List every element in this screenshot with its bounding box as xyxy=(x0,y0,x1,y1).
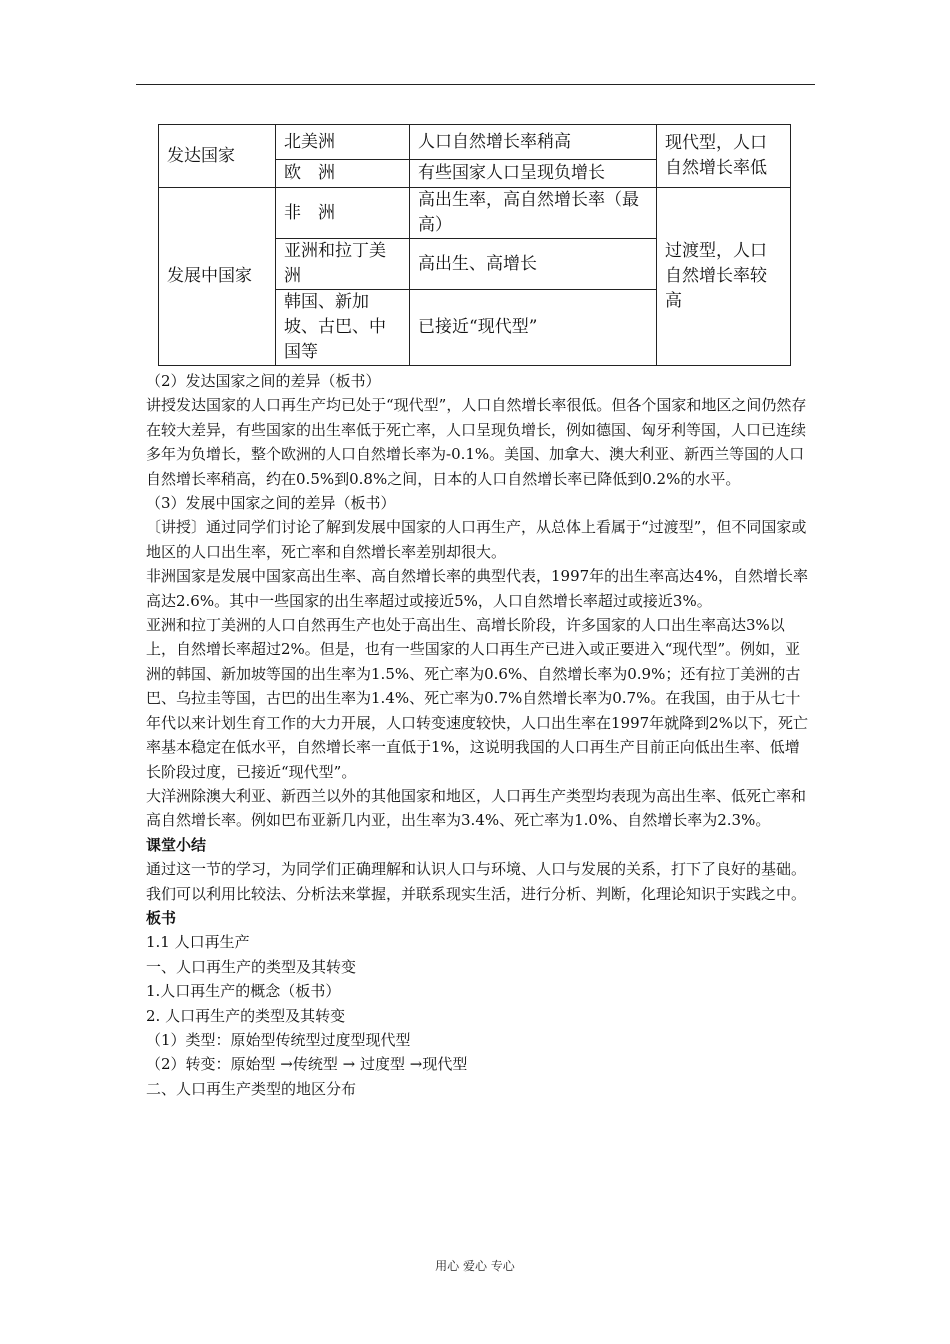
outline-line: 1.人口再生产的概念（板书） xyxy=(146,982,341,1001)
paragraph: 大洋洲除澳大利亚、新西兰以外的其他国家和地区，人口再生产类型均表现为高出生率、低死亡率和高自然增长率。例如巴布亚新几内亚，出生率为3.4%、死亡率为1.0%、自然增长率为2.3%。 xyxy=(146,786,807,830)
table-cell: 过渡型，人口自然增长率较高 xyxy=(657,188,791,366)
paragraph: 讲授发达国家的人口再生产均已处于“现代型”，人口自然增长率很低。但各个国家和地区之间仍然存在较大差异，有些国家的出生率低于死亡率，人口呈现负增长，例如德国、匈牙利等国，人口已连续多年为负增长，整个欧洲的人口自然增长率为-0.1%。美国、加拿大、澳大利亚、新西兰等国的人口自然增长率稍高，约在0.5%到0.8%之间，日本的人口自然增长率已降低到0.2%的水平。 xyxy=(146,396,807,488)
table-row xyxy=(159,125,791,160)
outline-line: （1）类型：原始型传统型过度型现代型 xyxy=(146,1030,411,1049)
table-cell: 已接近“现代型” xyxy=(410,290,657,366)
section-heading-summary: 课堂小结 xyxy=(146,835,207,854)
table-cell: 发达国家 xyxy=(159,125,276,188)
table-cell: 欧 洲 xyxy=(276,160,410,188)
section-heading-board: 板书 xyxy=(146,908,177,927)
table-cell: 北美洲 xyxy=(276,125,410,160)
table-cell: 现代型，人口自然增长率低 xyxy=(657,125,791,188)
table-cell: 高出生率，高自然增长率（最高） xyxy=(410,188,657,239)
subheading: （3）发展中国家之间的差异（板书） xyxy=(146,494,396,513)
table-cell: 非 洲 xyxy=(276,188,410,239)
outline-line: 2. 人口再生产的类型及其转变 xyxy=(146,1006,346,1025)
paragraph: 通过这一节的学习，为同学们正确理解和认识人口与环境、人口与发展的关系，打下了良好的基础。我们可以利用比较法、分析法来掌握，并联系现实生活，进行分析、判断，化理论知识于实践之中。 xyxy=(146,860,807,903)
outline-line: 一、人口再生产的类型及其转变 xyxy=(146,957,357,976)
table-cell: 高出生、高增长 xyxy=(410,239,657,290)
page-footer: 用心 爱心 专心 xyxy=(435,1259,515,1273)
subheading: （2）发达国家之间的差异（板书） xyxy=(146,372,381,390)
document-body xyxy=(146,369,808,1101)
outline-line: （2）转变：原始型 →传统型 → 过度型 →现代型 xyxy=(146,1055,468,1074)
outline-line: 二、人口再生产类型的地区分布 xyxy=(146,1079,357,1098)
outline-line: 1.1 人口再生产 xyxy=(146,933,250,952)
paragraph: 非洲国家是发展中国家高出生率、高自然增长率的典型代表，1997年的出生率高达4%，自然增长率高达2.6%。其中一些国家的出生率超过或接近5%，人口自然增长率超过或接近3%。 xyxy=(146,567,808,610)
table-cell: 人口自然增长率稍高 xyxy=(410,125,657,160)
table-cell: 有些国家人口呈现负增长 xyxy=(410,160,657,188)
table-cell: 韩国、新加坡、古巴、中国等 xyxy=(276,290,410,366)
header-rule xyxy=(136,84,815,85)
table-row xyxy=(159,188,791,239)
table-cell: 发展中国家 xyxy=(159,188,276,366)
paragraph: 〔讲授〕通过同学们讨论了解到发展中国家的人口再生产，从总体上看属于“过渡型”，但不同国家或地区的人口出生率，死亡率和自然增长率差别却很大。 xyxy=(146,518,807,561)
paragraph: 亚洲和拉丁美洲的人口自然再生产也处于高出生、高增长阶段，许多国家的人口出生率高达3%以上，自然增长率超过2%。但是，也有一些国家的人口再生产已进入或正要进入“现代型”。例如，亚洲的韩国、新加坡等国的出生率为1.5%、死亡率为0.6%、自然增长率为0.9%；还有拉丁美洲的古巴、乌拉圭等国，古巴的出生率为1.4%、死亡率为0.7%自然增长率为0.7%。在我国，由于从七十年代以来计划生育工作的大力开展，人口转变速度较快，人口出生率在1997年就降到2%以下，死亡率基本稳定在低水平，自然增长率一直低于1%，这说明我国的人口再生产目前正向低出生率、低增长阶段过度，已接近“现代型”。 xyxy=(146,616,808,781)
population-type-table xyxy=(158,124,791,366)
table-cell: 亚洲和拉丁美洲 xyxy=(276,239,410,290)
